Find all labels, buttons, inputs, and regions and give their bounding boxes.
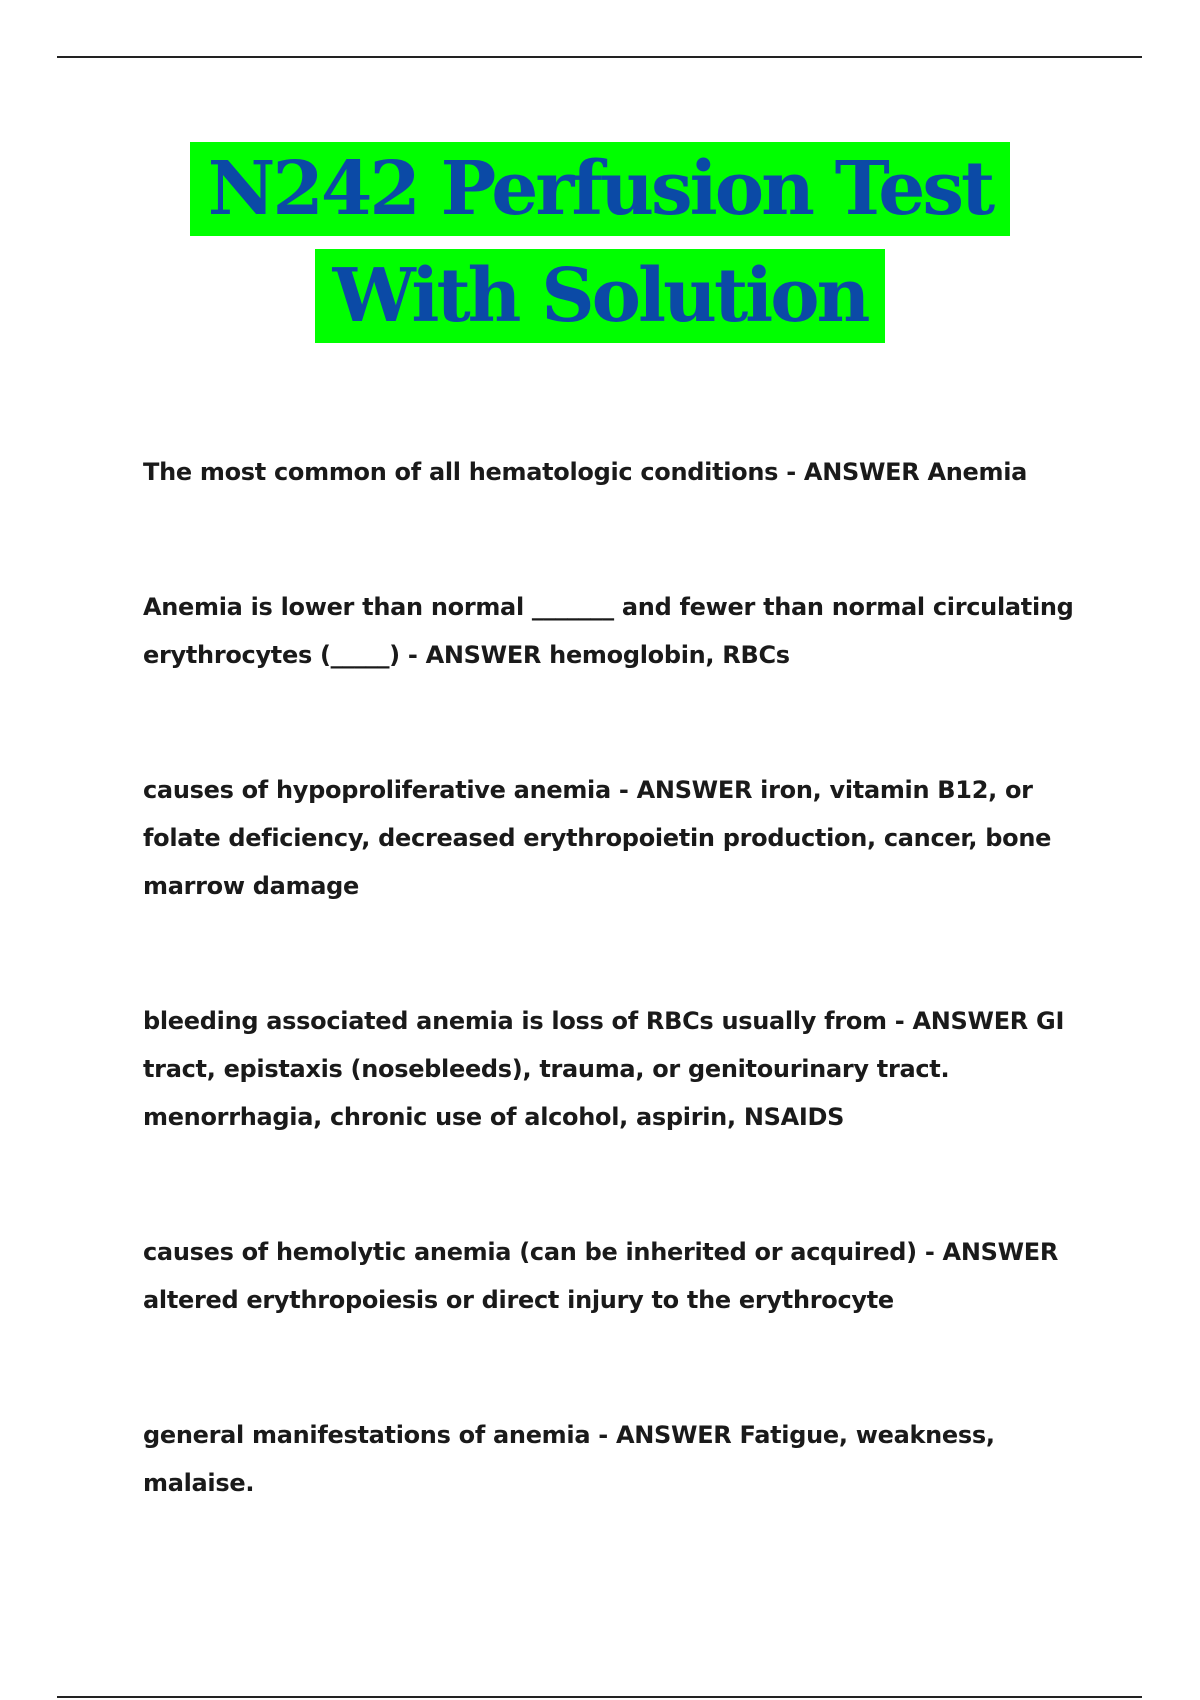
qa-item-6: general manifestations of anemia - ANSWER Fatigue, weakness, malaise. (143, 1421, 995, 1497)
document-title (0, 142, 1200, 343)
title-line-1: N242 Perfusion Test (190, 142, 1010, 236)
qa-item-4: bleeding associated anemia is loss of RBCs usually from - ANSWER GI tract, epistaxis (nosebleeds), trauma, or genitourinary tract. menorrhagia, chronic use of alcohol, aspirin, NSAIDS (143, 1007, 1065, 1131)
qa-item-3: causes of hypoproliferative anemia - ANSWER iron, vitamin B12, or folate deficiency, decreased erythropoietin production, cancer, bone marrow damage (143, 776, 1052, 900)
top-page-rule (57, 56, 1142, 58)
qa-list (143, 448, 1103, 1507)
qa-item-2: Anemia is lower than normal _______ and fewer than normal circulating erythrocytes (_____) - ANSWER hemoglobin, RBCs (143, 593, 1074, 669)
qa-item-1: The most common of all hematologic conditions - ANSWER Anemia (143, 458, 1028, 486)
title-line-2: With Solution (315, 249, 886, 343)
qa-item-5: causes of hemolytic anemia (can be inherited or acquired) - ANSWER altered erythropoiesis or direct injury to the erythrocyte (143, 1238, 1059, 1314)
bottom-page-rule (57, 1696, 1142, 1698)
